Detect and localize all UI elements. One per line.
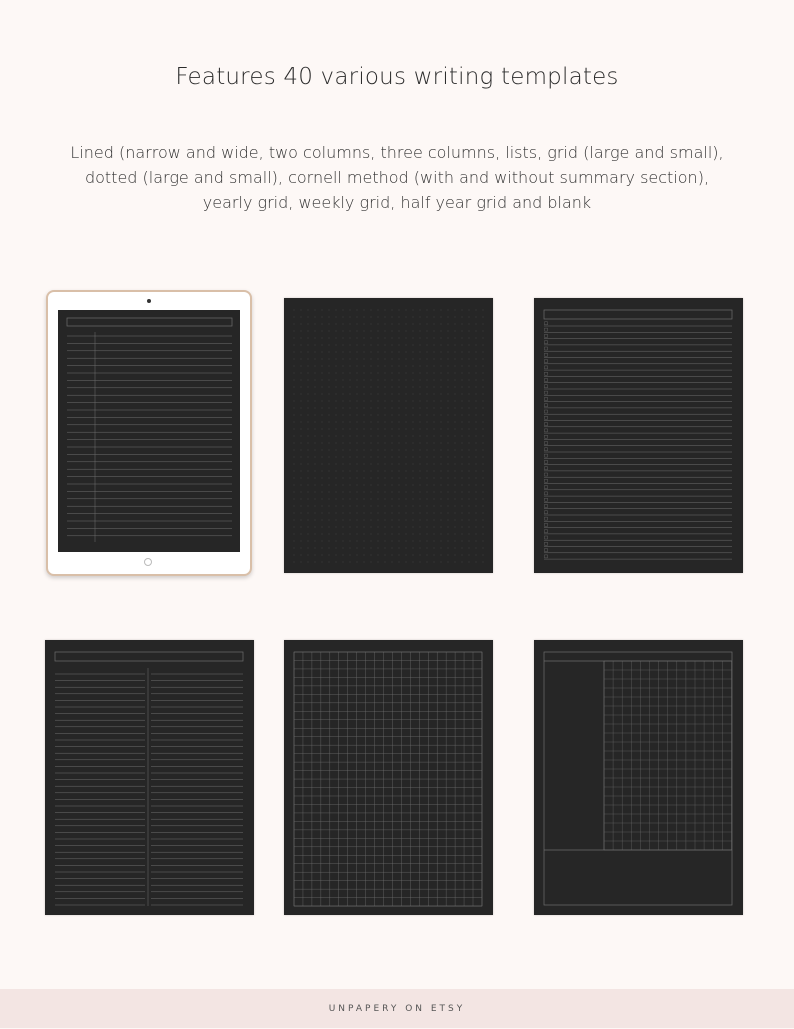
template-grid-preview[interactable] [284,640,493,915]
camera-icon [147,299,151,303]
description-line: yearly grid, weekly grid, half year grid and blank [202,193,592,212]
template-cornell-preview[interactable] [534,640,743,915]
description-line: Lined (narrow and wide, two columns, three columns, lists, grid (large and small), [70,143,724,162]
description-line: dotted (large and small), cornell method (with and without summary section), [84,168,710,187]
footer-label: UNPAPERY ON ETSY [328,1004,466,1014]
template-lined-preview[interactable] [58,310,240,552]
page-title: Features 40 various writing templates [175,64,619,90]
ipad-device [46,290,252,576]
description [40,140,754,215]
home-button-icon [144,558,152,566]
template-dotted-preview[interactable] [284,298,493,573]
template-list-preview[interactable] [534,298,743,573]
template-two-columns-preview[interactable] [45,640,254,915]
footer-bar [0,989,794,1028]
